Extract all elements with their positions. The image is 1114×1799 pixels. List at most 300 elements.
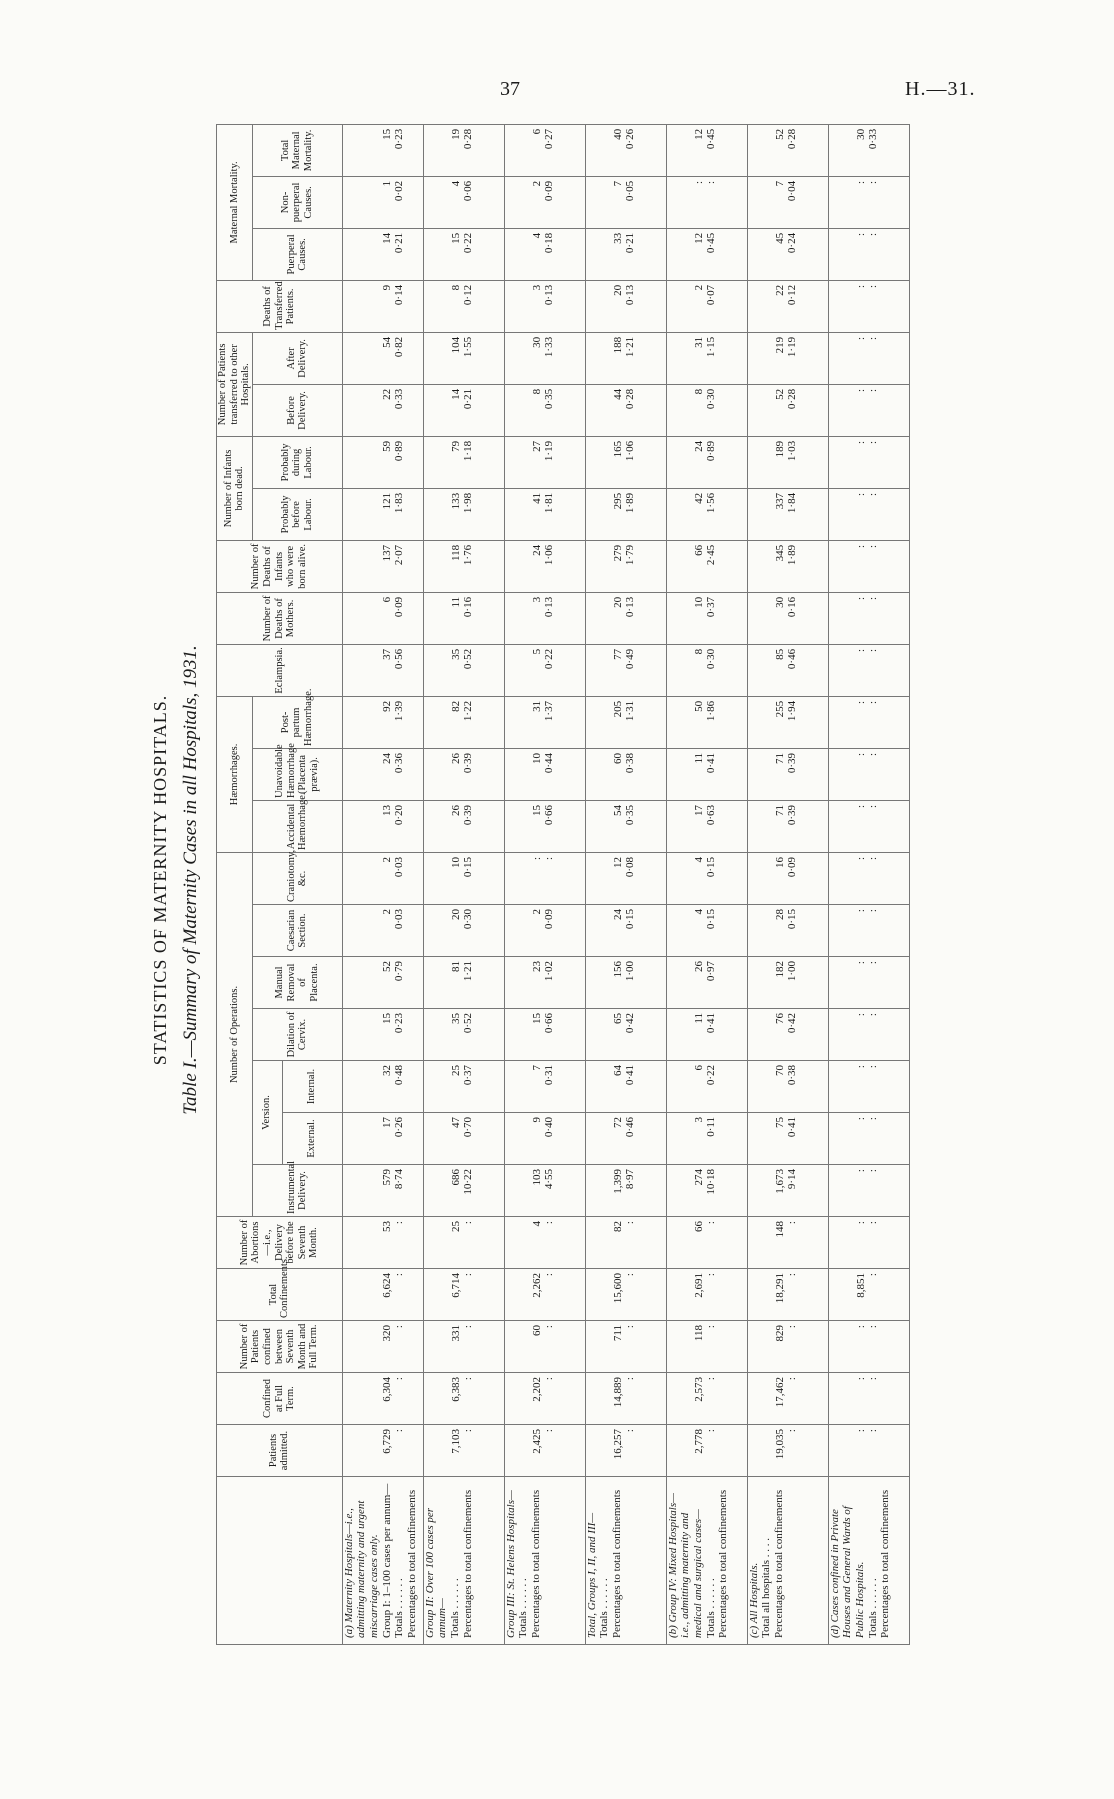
percentage-value: 1·56 — [705, 492, 718, 514]
percentage-value: : — [786, 1325, 799, 1329]
total-value: 37 — [380, 648, 393, 660]
value-cell — [423, 1061, 504, 1113]
value-cell — [747, 332, 828, 384]
percentage-value: 0·30 — [462, 909, 475, 930]
header-before-labour: Probably before Labour. — [252, 488, 342, 540]
percentage-value: 1·15 — [705, 336, 718, 358]
percentage-value: 0·12 — [786, 284, 799, 306]
percentage-value: 0·22 — [705, 1065, 718, 1086]
percentage-value: : — [462, 1273, 475, 1277]
percentage-value: 1·19 — [543, 440, 556, 462]
value-cell — [423, 800, 504, 852]
total-value: 17,462 — [773, 1377, 786, 1408]
total-value: 2 — [692, 284, 705, 291]
total-value: : — [854, 1429, 867, 1433]
row-label-line: Totals . . . . . . — [598, 1578, 611, 1638]
percentage-value: 0·45 — [705, 128, 718, 150]
percentage-value: 0·41 — [705, 1013, 718, 1034]
total-value: 295 — [611, 492, 624, 510]
total-value: 32 — [380, 1065, 393, 1076]
value-cell — [585, 1269, 666, 1321]
total-value: : — [854, 961, 867, 965]
total-value: 75 — [773, 1117, 786, 1128]
percentage-value: 0·02 — [393, 180, 406, 202]
value-cell — [747, 1269, 828, 1321]
total-value: 22 — [380, 388, 393, 400]
percentage-value: 0·41 — [786, 1117, 799, 1138]
total-value: 45 — [773, 232, 786, 244]
table-row — [342, 124, 423, 1644]
total-value: : — [854, 440, 867, 444]
total-value: 7 — [773, 180, 786, 187]
value-cell — [666, 748, 747, 800]
percentage-value: : — [705, 180, 718, 184]
total-value: 2 — [530, 909, 543, 915]
percentage-value: 0·09 — [393, 596, 406, 618]
percentage-value: 0·70 — [462, 1117, 475, 1138]
value-cell — [342, 176, 423, 228]
percentage-value: : — [867, 804, 880, 808]
value-cell — [342, 436, 423, 488]
percentage-value: 0·07 — [705, 284, 718, 306]
value-cell — [828, 436, 909, 488]
percentage-value: : — [867, 752, 880, 756]
value-cell — [342, 957, 423, 1009]
value-cell — [666, 905, 747, 957]
value-cell — [342, 748, 423, 800]
percentage-value: : — [867, 961, 880, 965]
percentage-value: 0·48 — [393, 1065, 406, 1086]
percentage-value: 1·00 — [786, 961, 799, 982]
value-cell — [504, 748, 585, 800]
header-version: Version. — [252, 1061, 282, 1165]
percentage-value: 0·15 — [624, 909, 637, 930]
total-value: 6 — [692, 1065, 705, 1071]
value-cell — [504, 696, 585, 748]
header-accidental: Accidental Hæmorrhage. — [252, 800, 342, 852]
value-cell — [423, 905, 504, 957]
total-value: 24 — [530, 544, 543, 556]
percentage-value: 0·39 — [462, 804, 475, 826]
percentage-value: 0·18 — [543, 232, 556, 254]
percentage-value: 1·86 — [705, 700, 718, 722]
percentage-value: 1·00 — [624, 961, 637, 982]
value-cell — [585, 1113, 666, 1165]
total-value: 8 — [692, 388, 705, 395]
row-label-header — [217, 1477, 343, 1645]
total-value: 70 — [773, 1065, 786, 1076]
percentage-value: 1·37 — [543, 700, 556, 722]
percentage-value: 0·27 — [543, 128, 556, 150]
value-cell — [342, 800, 423, 852]
percentage-value: 0·39 — [462, 752, 475, 774]
value-cell — [342, 592, 423, 644]
percentage-value: : — [786, 1221, 799, 1225]
row-label-line: Group II: Over 100 cases per annum— — [423, 1507, 449, 1638]
percentage-value: 0·82 — [393, 336, 406, 358]
total-value: : — [854, 804, 867, 808]
value-cell — [342, 1061, 423, 1113]
percentage-value: 1·94 — [786, 700, 799, 722]
percentage-value: 1·79 — [624, 544, 637, 566]
page-reference: H.—31. — [905, 78, 976, 100]
percentage-value: 8·97 — [624, 1169, 637, 1190]
value-cell — [504, 1165, 585, 1217]
total-value: 189 — [773, 440, 786, 458]
value-cell — [504, 1009, 585, 1061]
value-cell — [342, 124, 423, 176]
total-value: 118 — [449, 544, 462, 562]
value-cell — [666, 1113, 747, 1165]
value-cell — [342, 228, 423, 280]
value-cell — [666, 852, 747, 904]
value-cell — [504, 644, 585, 696]
total-value: 182 — [773, 961, 786, 978]
row-label-line: (c) All Hospitals. — [747, 1562, 760, 1638]
percentage-value: : — [462, 1377, 475, 1381]
total-value: 47 — [449, 1117, 462, 1128]
total-value: 52 — [380, 961, 393, 972]
maternity-summary-table — [216, 124, 910, 1645]
value-cell — [504, 592, 585, 644]
header-haemorrhages: Hæmorrhages. — [217, 696, 253, 852]
value-cell — [747, 1165, 828, 1217]
percentage-value: : — [393, 1273, 406, 1277]
value-cell — [585, 1061, 666, 1113]
total-value: 103 — [530, 1169, 543, 1186]
percentage-value: 0·12 — [462, 284, 475, 306]
percentage-value: 1·02 — [543, 961, 556, 982]
header-total-mortality: Total Maternal Mortality. — [252, 124, 342, 176]
total-value: : — [854, 1013, 867, 1017]
value-cell — [504, 280, 585, 332]
total-value: 42 — [692, 492, 705, 504]
value-cell — [666, 800, 747, 852]
header-during-labour: Probably during Labour. — [252, 436, 342, 488]
value-cell — [585, 696, 666, 748]
percentage-value: 0·28 — [786, 128, 799, 150]
total-value: 19,035 — [773, 1429, 786, 1460]
value-cell — [504, 800, 585, 852]
percentage-value: 1·19 — [786, 336, 799, 358]
total-value: 30 — [773, 596, 786, 608]
percentage-value: 0·52 — [462, 648, 475, 670]
percentage-value: : — [705, 1377, 718, 1381]
value-cell — [585, 488, 666, 540]
value-cell — [423, 1321, 504, 1373]
total-value: 686 — [449, 1169, 462, 1186]
row-label-line: Percentages to total confinements — [772, 1489, 785, 1638]
value-cell — [585, 384, 666, 436]
total-value: 71 — [773, 804, 786, 816]
percentage-value: 0·40 — [543, 1117, 556, 1138]
percentage-value: : — [705, 1221, 718, 1225]
total-value: 53 — [380, 1221, 393, 1232]
value-cell — [585, 1425, 666, 1477]
percentage-value: 0·56 — [393, 648, 406, 670]
value-cell — [828, 1425, 909, 1477]
total-value: 2,425 — [530, 1429, 543, 1454]
header-operations: Number of Operations. — [217, 852, 253, 1216]
percentage-value: 1·55 — [462, 336, 475, 358]
value-cell — [585, 332, 666, 384]
value-cell — [747, 540, 828, 592]
table-row — [747, 124, 828, 1644]
row-label-line: Percentages to total confinements — [610, 1489, 623, 1638]
total-value: 66 — [692, 1221, 705, 1232]
header-manual-removal: Manual Removal of Placenta. — [252, 957, 342, 1009]
percentage-value: 0·49 — [624, 648, 637, 670]
value-cell — [504, 384, 585, 436]
value-cell — [342, 332, 423, 384]
percentage-value: 0·13 — [543, 284, 556, 306]
page-number: 37 — [500, 78, 520, 100]
header-abortions: Number of Abortions—i.e., Delivery before the Seventh Month. — [217, 1217, 343, 1269]
percentage-value: 0·08 — [624, 856, 637, 878]
value-cell — [585, 592, 666, 644]
header-confined-full-term: Confined at Full Term. — [217, 1373, 343, 1425]
percentage-value: 4·55 — [543, 1169, 556, 1190]
header-unavoidable: Unavoidable Hæmorrhage (Placenta prævia). — [252, 748, 342, 800]
value-cell — [666, 540, 747, 592]
row-label — [342, 1477, 423, 1645]
percentage-value: 0·16 — [786, 596, 799, 618]
total-value: : — [854, 1169, 867, 1173]
percentage-value: 0·44 — [543, 752, 556, 774]
value-cell — [747, 748, 828, 800]
total-value: 72 — [611, 1117, 624, 1128]
total-value: 60 — [611, 752, 624, 764]
total-value: 6 — [530, 128, 543, 135]
percentage-value: : — [705, 1429, 718, 1433]
total-value: 24 — [380, 752, 393, 764]
value-cell — [585, 644, 666, 696]
total-value: 23 — [530, 961, 543, 972]
percentage-value: 9·14 — [786, 1169, 799, 1190]
percentage-value: 0·35 — [624, 804, 637, 826]
value-cell — [504, 1425, 585, 1477]
row-label — [747, 1477, 828, 1645]
percentage-value: : — [543, 1273, 556, 1277]
total-value: 24 — [692, 440, 705, 452]
value-cell — [747, 1321, 828, 1373]
total-value: 27 — [530, 440, 543, 452]
value-cell — [666, 644, 747, 696]
row-label-line: Totals . . . . . . — [517, 1578, 530, 1638]
value-cell — [585, 1009, 666, 1061]
value-cell — [585, 228, 666, 280]
total-value: 9 — [380, 284, 393, 291]
percentage-value: 1·89 — [786, 544, 799, 566]
percentage-value: : — [867, 1117, 880, 1121]
total-value: 76 — [773, 1013, 786, 1024]
value-cell — [504, 540, 585, 592]
value-cell — [828, 1373, 909, 1425]
value-cell — [423, 1373, 504, 1425]
total-value: 2,778 — [692, 1429, 705, 1454]
total-value: : — [854, 492, 867, 496]
percentage-value: : — [393, 1221, 406, 1225]
total-value: : — [854, 752, 867, 756]
value-cell — [585, 124, 666, 176]
percentage-value: : — [393, 1429, 406, 1433]
total-value: 20 — [611, 596, 624, 608]
percentage-value: 0·39 — [786, 804, 799, 826]
percentage-value: 1·84 — [786, 492, 799, 514]
total-value: 205 — [611, 700, 624, 718]
value-cell — [342, 1373, 423, 1425]
value-cell — [342, 1425, 423, 1477]
header-nonpuerperal: Non-puerperal Causes. — [252, 176, 342, 228]
table-subtitle: Table I.—Summary of Maternity Cases in all Hospitals, 1931. — [180, 645, 201, 1115]
row-label-line: Percentages to total confinements — [529, 1489, 542, 1638]
percentage-value: 1·89 — [624, 492, 637, 514]
value-cell — [423, 1269, 504, 1321]
total-value: 77 — [611, 648, 624, 660]
total-value: 4 — [449, 180, 462, 187]
value-cell — [666, 1217, 747, 1269]
value-cell — [423, 384, 504, 436]
percentage-value: 0·28 — [624, 388, 637, 410]
header-craniotomy: Craniotomy, &c. — [252, 852, 342, 904]
percentage-value: 0·21 — [393, 232, 406, 254]
total-value: 16,257 — [611, 1429, 624, 1460]
value-cell — [828, 1061, 909, 1113]
header-infants-dead: Number of Infants born dead. — [217, 436, 253, 540]
row-label-line: Totals . . . . . . — [866, 1578, 879, 1638]
value-cell — [423, 592, 504, 644]
percentage-value: 2·45 — [705, 544, 718, 566]
total-value: 82 — [611, 1221, 624, 1232]
row-label-line: (d) Cases confined in Private Houses and General Wards of Public Hospitals. — [828, 1506, 866, 1638]
header-deaths-mothers: Number of Deaths of Mothers. — [217, 592, 343, 644]
value-cell — [504, 228, 585, 280]
total-value: 10 — [530, 752, 543, 764]
percentage-value: 0·03 — [393, 856, 406, 878]
value-cell — [666, 436, 747, 488]
total-value: 52 — [773, 128, 786, 140]
value-cell — [747, 1009, 828, 1061]
percentage-value: : — [867, 909, 880, 913]
value-cell — [423, 852, 504, 904]
total-value: 331 — [449, 1325, 462, 1342]
value-cell — [504, 957, 585, 1009]
total-value: 579 — [380, 1169, 393, 1186]
total-value: 20 — [449, 909, 462, 920]
row-label-line: Percentages to total confinements — [461, 1489, 474, 1638]
total-value: 11 — [449, 596, 462, 608]
percentage-value: 0·66 — [543, 804, 556, 826]
total-value: : — [854, 700, 867, 704]
row-label — [666, 1477, 747, 1645]
percentage-value: 0·05 — [624, 180, 637, 202]
percentage-value: 0·42 — [624, 1013, 637, 1034]
percentage-value: 0·21 — [462, 388, 475, 410]
total-value: 15 — [530, 804, 543, 816]
value-cell — [828, 1165, 909, 1217]
value-cell — [342, 1009, 423, 1061]
total-value: 44 — [611, 388, 624, 400]
percentage-value: : — [462, 1325, 475, 1329]
total-value: 60 — [530, 1325, 543, 1336]
percentage-value: : — [393, 1377, 406, 1381]
total-value: 6,304 — [380, 1377, 393, 1402]
value-cell — [342, 488, 423, 540]
row-label-line: (a) Maternity Hospitals—i.e., admitting maternity and urgent miscarriage cases only. — [342, 1500, 380, 1638]
percentage-value: : — [867, 1221, 880, 1225]
percentage-value: 1·06 — [543, 544, 556, 566]
percentage-value: : — [867, 596, 880, 600]
total-value: 13 — [380, 804, 393, 816]
total-value: 4 — [692, 909, 705, 915]
percentage-value: 0·66 — [543, 1013, 556, 1034]
value-cell — [585, 1373, 666, 1425]
row-label — [828, 1477, 909, 1645]
total-value: : — [854, 232, 867, 236]
percentage-value: 0·42 — [786, 1013, 799, 1034]
percentage-value: 0·16 — [462, 596, 475, 618]
percentage-value: 0·03 — [393, 909, 406, 930]
percentage-value: 1·21 — [624, 336, 637, 358]
percentage-value: 1·06 — [624, 440, 637, 462]
value-cell — [504, 1113, 585, 1165]
total-value: 2,573 — [692, 1377, 705, 1402]
total-value: 6,383 — [449, 1377, 462, 1402]
value-cell — [342, 644, 423, 696]
row-label-line: Total all hospitals . . . . — [760, 1537, 773, 1638]
value-cell — [666, 1321, 747, 1373]
percentage-value: 0·35 — [543, 388, 556, 410]
header-deaths-infants: Number of Deaths of Infants who were born alive. — [217, 540, 343, 592]
total-value: 3 — [692, 1117, 705, 1123]
value-cell — [666, 1165, 747, 1217]
percentage-value: 10·22 — [462, 1169, 475, 1195]
value-cell — [585, 1165, 666, 1217]
value-cell — [504, 1217, 585, 1269]
value-cell — [666, 957, 747, 1009]
total-value: 64 — [611, 1065, 624, 1076]
percentage-value: : — [786, 1429, 799, 1433]
value-cell — [585, 176, 666, 228]
total-value: 156 — [611, 961, 624, 978]
total-value: : — [854, 1377, 867, 1381]
total-value: 15 — [530, 1013, 543, 1024]
header-after-delivery: After Delivery. — [252, 332, 342, 384]
total-value: 31 — [692, 336, 705, 348]
percentage-value: 0·20 — [393, 804, 406, 826]
percentage-value: 1·31 — [624, 700, 637, 722]
value-cell — [747, 280, 828, 332]
total-value: 18,291 — [773, 1273, 786, 1304]
value-cell — [342, 905, 423, 957]
row-label-line: Totals . . . . . . — [448, 1578, 461, 1638]
value-cell — [423, 1217, 504, 1269]
total-value: 25 — [449, 1065, 462, 1076]
value-cell — [585, 436, 666, 488]
total-value: 35 — [449, 1013, 462, 1024]
percentage-value: 1·03 — [786, 440, 799, 462]
header-external: External. — [282, 1113, 342, 1165]
total-value: : — [854, 856, 867, 860]
total-value: 3 — [530, 596, 543, 603]
value-cell — [747, 905, 828, 957]
value-cell — [342, 852, 423, 904]
total-value: 66 — [692, 544, 705, 556]
row-label — [504, 1477, 585, 1645]
percentage-value: : — [867, 284, 880, 288]
value-cell — [423, 488, 504, 540]
value-cell — [747, 124, 828, 176]
